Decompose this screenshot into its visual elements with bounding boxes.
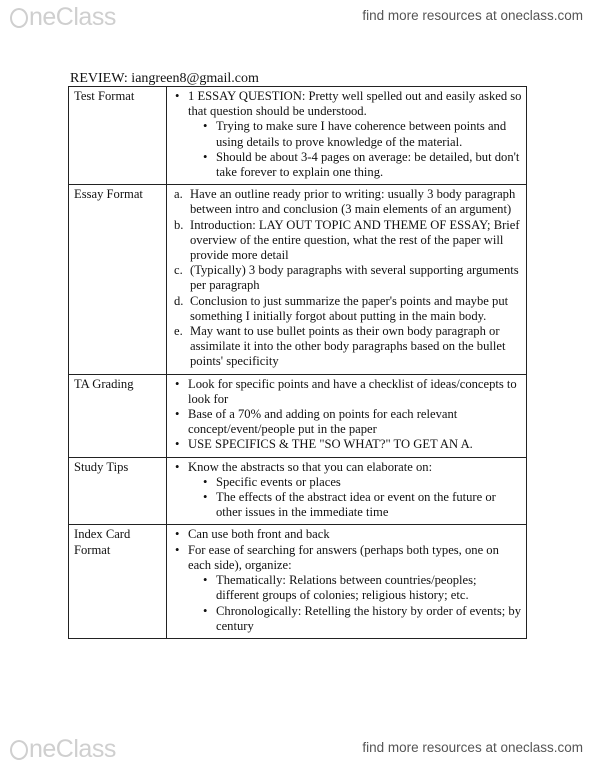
- list-item: • Know the abstracts so that you can elaborate on: • Specific events or places • The effects of the abstract idea or event on the future or other issues in the immediate time: [188, 460, 522, 521]
- list-item: • Can use both front and back: [188, 527, 522, 542]
- row-label: Essay Format: [69, 185, 167, 374]
- row-label: [69, 525, 167, 638]
- list-item: • Look for specific points and have a checklist of ideas/concepts to look for: [188, 377, 522, 407]
- list-item: b. Introduction: LAY OUT TOPIC AND THEME OF ESSAY; Brief overview of the entire question, what the rest of the paper will provide more detail: [174, 217, 520, 263]
- list-item: • Trying to make sure I have coherence between points and using details to prove knowledge of the material.: [216, 119, 522, 149]
- list-item: • For ease of searching for answers (perhaps both types, one on each side), organize: • Thematically: Relations between countries/peoples; different groups of colonies; religious history; etc. • Chronologically: Retelling the history by order of events; by century: [188, 543, 522, 634]
- table-row: [69, 457, 527, 525]
- list-item: • Base of a 70% and adding on points for each relevant concept/event/people put in the paper: [188, 407, 522, 437]
- row-content: [167, 87, 527, 185]
- list-item: • 1 ESSAY QUESTION: Pretty well spelled out and easily asked so that question should be understood. • Trying to make sure I have coherence between points and using details to prove knowledge of the material. • Should be about 3-4 pages on average: be detailed, but don't take forever to explain one thing.: [188, 89, 522, 180]
- row-label-line: Format: [74, 542, 111, 557]
- oneclass-logo[interactable]: [10, 735, 116, 764]
- row-content: [167, 374, 527, 457]
- table-row: [69, 185, 527, 374]
- row-content: [167, 185, 527, 374]
- table-row: [69, 374, 527, 457]
- row-label: TA Grading: [69, 374, 167, 457]
- row-content: [167, 457, 527, 525]
- list-item: e. May want to use bullet points as their own body paragraph or assimilate it into the other body paragraphs based on the bullet points' specificity: [174, 324, 506, 369]
- list-item: • Thematically: Relations between countries/peoples; different groups of colonies; religious history; etc.: [216, 573, 522, 603]
- oneclass-logo[interactable]: [10, 3, 116, 32]
- row-label-line: Index Card: [74, 527, 131, 542]
- list-item: • USE SPECIFICS & THE "SO WHAT?" TO GET AN A.: [188, 437, 522, 452]
- list-item: • Should be about 3-4 pages on average: be detailed, but don't take forever to explain one thing.: [216, 150, 522, 180]
- logo-o-icon: [10, 8, 28, 28]
- table-row: [69, 525, 527, 638]
- list-item: • Chronologically: Retelling the history by order of events; by century: [216, 604, 522, 634]
- list-item: • Specific events or places: [216, 475, 522, 490]
- table-row: [69, 87, 527, 185]
- list-item: c. (Typically) 3 body paragraphs with several supporting arguments per paragraph: [174, 263, 519, 293]
- logo-text: neClass: [29, 3, 116, 31]
- header-bar: [0, 0, 595, 34]
- logo-text: neClass: [29, 735, 116, 763]
- review-line: REVIEW: iangreen8@gmail.com: [70, 71, 259, 86]
- header-tagline[interactable]: find more resources at oneclass.com: [362, 8, 583, 23]
- row-label: Study Tips: [69, 457, 167, 525]
- list-item: • The effects of the abstract idea or event on the future or other issues in the immediate time: [216, 490, 522, 520]
- row-label: Test Format: [69, 87, 167, 185]
- notes-table: [68, 86, 527, 639]
- logo-o-icon: [10, 740, 28, 760]
- footer-tagline[interactable]: find more resources at oneclass.com: [362, 740, 583, 755]
- list-item: d. Conclusion to just summarize the paper's points and maybe put something I initially forgot about putting in the main body.: [174, 293, 509, 323]
- row-content: [167, 525, 527, 638]
- list-item: a. Have an outline ready prior to writing: usually 3 body paragraph between intro and conclusion (3 main elements of an argument): [174, 187, 516, 217]
- footer-bar: [0, 732, 595, 766]
